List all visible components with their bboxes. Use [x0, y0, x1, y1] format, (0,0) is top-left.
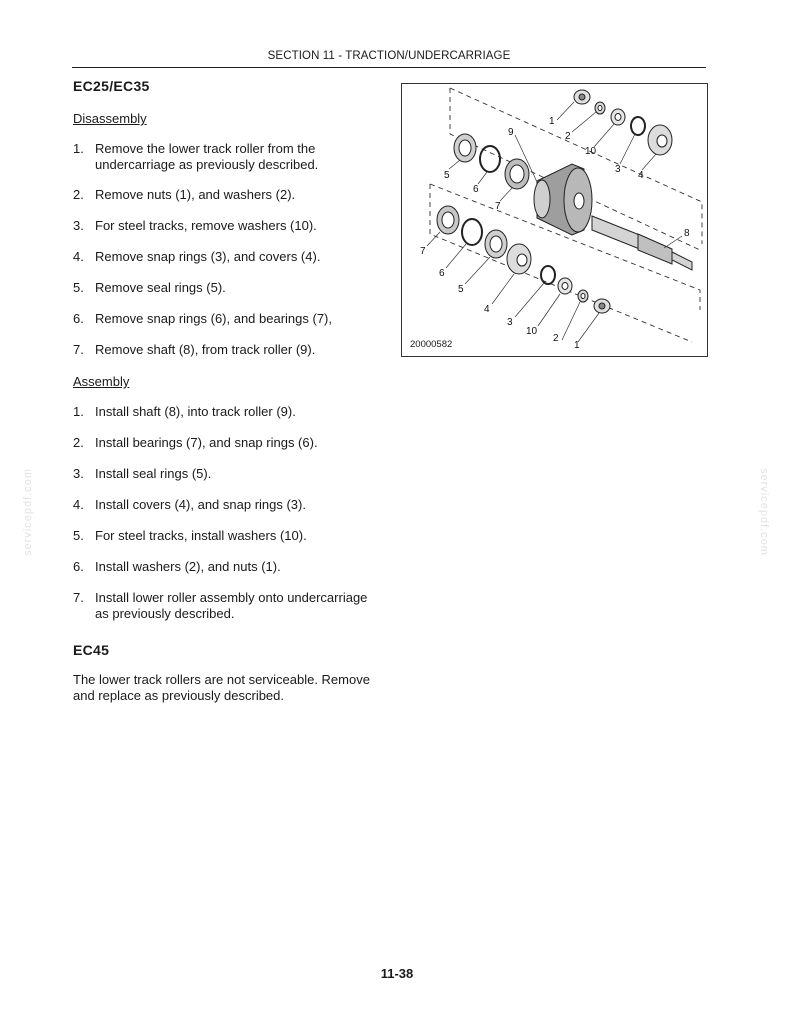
callout-label: 10	[585, 146, 597, 157]
exploded-diagram	[402, 84, 707, 356]
step-number: 2.	[73, 187, 84, 202]
list-item	[73, 528, 383, 544]
list-item	[73, 466, 383, 482]
list-item	[73, 218, 383, 234]
step-number: 3.	[73, 218, 84, 233]
step-text: Remove snap rings (3), and covers (4).	[95, 249, 321, 264]
callout-label: 3	[507, 317, 513, 328]
step-text: Install lower roller assembly onto undercarriage as previously described.	[95, 590, 368, 621]
callout-label: 7	[495, 201, 501, 212]
step-number: 1.	[73, 404, 84, 419]
step-text: Install washers (2), and nuts (1).	[95, 559, 281, 574]
washer-icon	[611, 109, 625, 125]
track-roller-icon	[534, 164, 592, 235]
step-number: 6.	[73, 311, 84, 326]
callout-label: 5	[458, 284, 464, 295]
step-text: Remove the lower track roller from the undercarriage as previously described.	[95, 141, 319, 172]
snap-ring-icon	[541, 266, 555, 284]
snap-ring-icon	[480, 146, 500, 172]
step-number: 2.	[73, 435, 84, 450]
disassembly-title: Disassembly	[73, 111, 147, 126]
figure-code: 20000582	[410, 339, 453, 350]
list-item	[73, 559, 383, 575]
callout-label: 2	[553, 333, 559, 344]
step-text: For steel tracks, install washers (10).	[95, 528, 307, 543]
washer-icon	[558, 278, 572, 294]
washer-icon	[595, 102, 605, 114]
callout-label: 9	[508, 127, 514, 138]
callout-label: 1	[549, 116, 555, 127]
nut-icon	[594, 299, 610, 313]
assembly-title: Assembly	[73, 374, 130, 389]
step-number: 7.	[73, 342, 84, 357]
cover-icon	[648, 125, 672, 155]
step-number: 5.	[73, 528, 84, 543]
nut-icon	[574, 90, 590, 104]
ec25-title: EC25/EC35	[73, 78, 150, 94]
step-number: 1.	[73, 141, 84, 156]
step-text: Remove shaft (8), from track roller (9).	[95, 342, 316, 357]
list-item	[73, 311, 383, 327]
callout-label: 4	[638, 170, 644, 181]
seal-ring-icon	[485, 230, 507, 258]
ec45-note: The lower track rollers are not serviceable. Remove and replace as previously described.	[73, 672, 370, 703]
step-number: 3.	[73, 466, 84, 481]
step-text: Install shaft (8), into track roller (9).	[95, 404, 296, 419]
list-item	[73, 590, 383, 622]
list-item	[73, 497, 383, 513]
cover-icon	[507, 244, 531, 274]
callout-label: 2	[565, 131, 571, 142]
snap-ring-icon	[462, 219, 482, 245]
step-number: 4.	[73, 497, 84, 512]
page-number: 11-38	[380, 966, 414, 981]
bearing-icon	[437, 206, 459, 234]
assembly-list	[73, 404, 383, 622]
list-item	[73, 404, 383, 420]
list-item	[73, 187, 383, 203]
callout-label: 4	[484, 304, 490, 315]
section-header: SECTION 11 - TRACTION/UNDERCARRIAGE	[267, 50, 511, 62]
callout-label: 1	[574, 340, 580, 351]
header-rule	[72, 67, 706, 68]
step-number: 6.	[73, 559, 84, 574]
step-text: Remove seal rings (5).	[95, 280, 226, 295]
exploded-diagram-figure	[401, 83, 708, 357]
step-text: For steel tracks, remove washers (10).	[95, 218, 317, 233]
step-number: 4.	[73, 249, 84, 264]
watermark-left: servicepdf.com	[22, 468, 34, 556]
shaft-icon	[592, 216, 692, 270]
snap-ring-icon	[631, 117, 645, 135]
callout-label: 6	[439, 268, 445, 279]
callout-label: 3	[615, 164, 621, 175]
list-item	[73, 342, 383, 358]
disassembly-list	[73, 141, 383, 358]
callout-label: 8	[684, 228, 690, 239]
callout-label: 6	[473, 184, 479, 195]
seal-ring-icon	[454, 134, 476, 162]
text-column	[73, 78, 383, 704]
step-number: 7.	[73, 590, 84, 605]
ec45-title: EC45	[73, 642, 110, 658]
step-text: Remove nuts (1), and washers (2).	[95, 187, 296, 202]
step-text: Install covers (4), and snap rings (3).	[95, 497, 306, 512]
callout-label: 10	[526, 326, 538, 337]
list-item	[73, 249, 383, 265]
step-text: Install seal rings (5).	[95, 466, 212, 481]
callout-label: 7	[420, 246, 426, 257]
step-text: Remove snap rings (6), and bearings (7),	[95, 311, 333, 326]
step-text: Install bearings (7), and snap rings (6).	[95, 435, 318, 450]
bearing-icon	[505, 159, 529, 189]
washer-icon	[578, 290, 588, 302]
watermark-right: servicepdf.com	[758, 468, 770, 556]
list-item	[73, 435, 383, 451]
callout-label: 5	[444, 170, 450, 181]
list-item	[73, 280, 383, 296]
step-number: 5.	[73, 280, 84, 295]
list-item	[73, 141, 383, 173]
